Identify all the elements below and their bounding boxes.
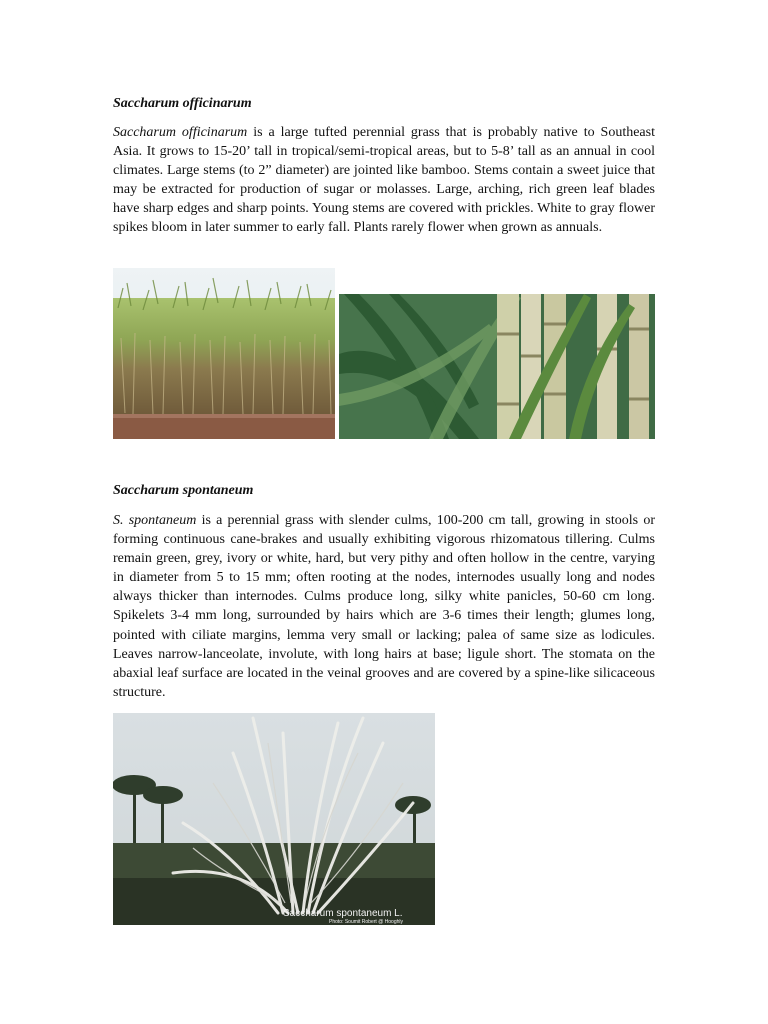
sugarcane-field-photo: [113, 268, 335, 439]
photo-caption: Saccharum spontaneum L.: [283, 908, 403, 919]
photo-credit: Photo: Soumit Robert @ Hooghly: [329, 919, 404, 925]
section-heading-officinarum: Saccharum officinarum: [113, 96, 252, 111]
section-heading-spontaneum: Saccharum spontaneum: [113, 483, 254, 498]
paragraph-text: is a perennial grass with slender culms, 100-200 cm tall, growing in stools or forming continuous cane-brakes and usually exhibiting vigorous rhizomatous tillering. Culms remain green, grey, ivory or white, hard, but very pithy and often hollow in the centre, varying in diameter from 5 to 15 mm; often rooting at the nodes, internodes usually long and nodes always thicker than internodes. Culms produce long, silky white panicles, 50-60 cm long. Spikelets 3-4 mm long, surrounded by hairs which are 3-6 times their length; glumes long, pointed with ciliate margins, lemma very small or lacking; palea of same size as lodicules. Leaves narrow-lanceolate, involute, with long hairs at base; ligule short. The stomata on the abaxial leaf surface are located in the veinal grooves and are covered by a spine-like silicaceous structure.: [113, 513, 655, 700]
species-name-italic: S. spontaneum: [113, 513, 197, 528]
sugarcane-stalks-photo: [339, 294, 655, 439]
species-name-italic: Saccharum officinarum: [113, 125, 248, 140]
paragraph-text: is a large tufted perennial grass that is probably native to Southeast Asia. It grows to 15-20’ tall in tropical/semi-tropical areas, but to 5-8’ tall as an annual in cool climates. Large stems (to 2” diameter) are jointed like bamboo. Stems contain a sweet juice that may be extracted for production of sugar or molasses. Large, arching, rich green leaf blades have sharp edges and sharp points. Young stems are covered with prickles. White to gray flower spikes bloom in later summer to early fall. Plants rarely flower when grown as annuals.: [113, 125, 655, 236]
paragraph-spontaneum: [113, 511, 655, 702]
saccharum-spontaneum-photo: [113, 713, 435, 925]
paragraph-officinarum: [113, 123, 655, 238]
